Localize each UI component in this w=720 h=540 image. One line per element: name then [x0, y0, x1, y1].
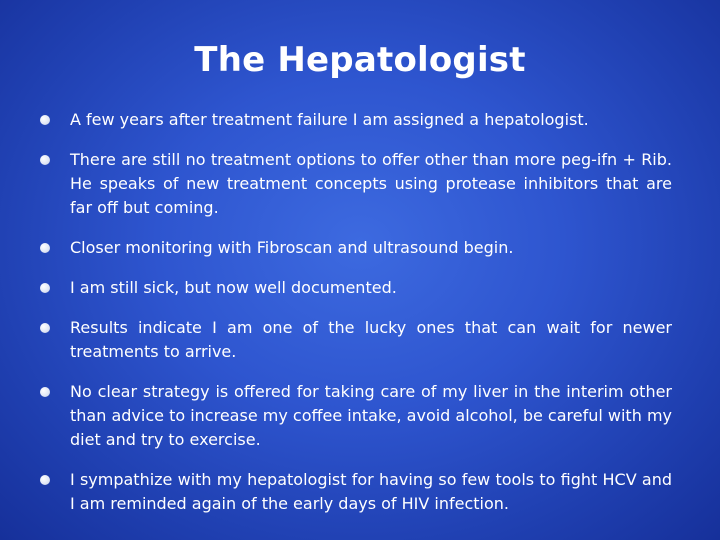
- bullet-text: Closer monitoring with Fibroscan and ultrasound begin.: [70, 238, 514, 257]
- bullet-dot-icon: [40, 115, 50, 125]
- bullet-dot-icon: [40, 243, 50, 253]
- bullet-item: [40, 380, 672, 452]
- bullet-text: I sympathize with my hepatologist for having so few tools to fight HCV and I am reminded again of the early days of HIV infection.: [70, 470, 672, 513]
- bullet-item: [40, 316, 672, 364]
- bullet-list: [40, 108, 672, 516]
- slide-title: The Hepatologist: [194, 40, 526, 80]
- bullet-text: No clear strategy is offered for taking care of my liver in the interim other than advice to increase my coffee intake, avoid alcohol, be careful with my diet and try to exercise.: [70, 382, 672, 449]
- bullet-dot-icon: [40, 283, 50, 293]
- bullet-dot-icon: [40, 387, 50, 397]
- bullet-item: [40, 148, 672, 220]
- bullet-text: A few years after treatment failure I am assigned a hepatologist.: [70, 110, 589, 129]
- bullet-dot-icon: [40, 323, 50, 333]
- bullet-item: [40, 276, 672, 300]
- bullet-dot-icon: [40, 475, 50, 485]
- bullet-item: [40, 468, 672, 516]
- bullet-text: I am still sick, but now well documented.: [70, 278, 397, 297]
- bullet-item: [40, 236, 672, 260]
- bullet-text: Results indicate I am one of the lucky ones that can wait for newer treatments to arrive.: [70, 318, 672, 361]
- bullet-text: There are still no treatment options to offer other than more peg-ifn + Rib. He speaks of new treatment concepts using protease inhibitors that are far off but coming.: [70, 150, 672, 217]
- bullet-dot-icon: [40, 155, 50, 165]
- bullet-item: [40, 108, 672, 132]
